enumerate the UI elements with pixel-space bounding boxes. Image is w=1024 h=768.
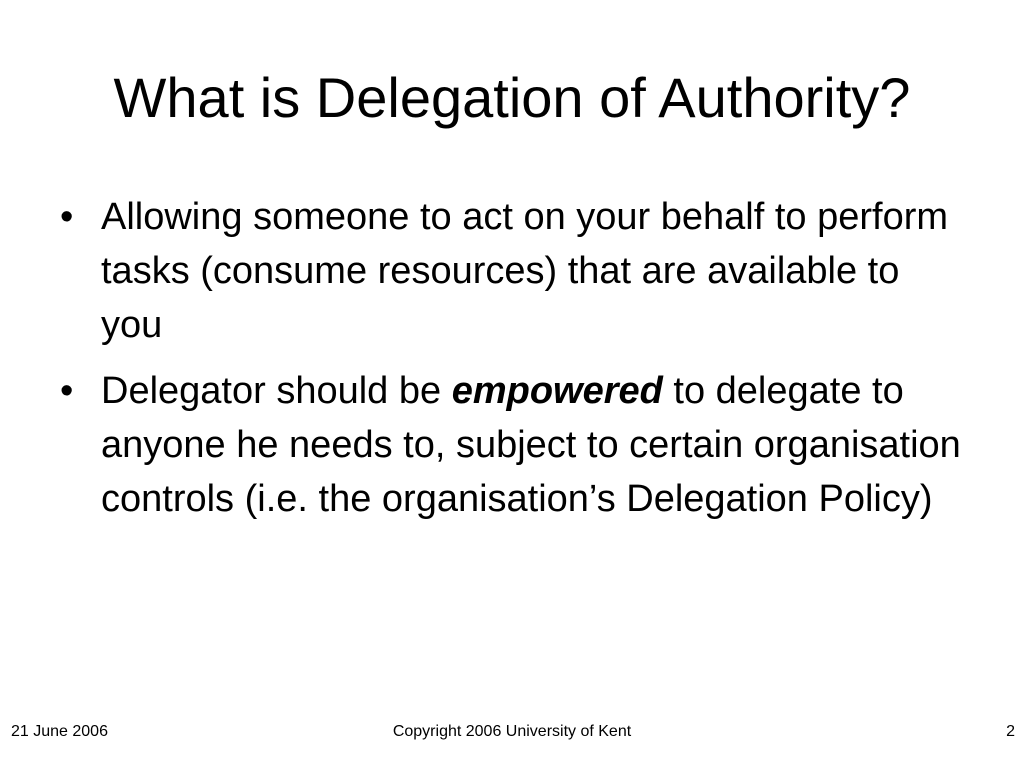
bullet-item [60, 364, 970, 526]
slide-title: What is Delegation of Authority? [113, 66, 911, 129]
bullet-marker: • [60, 196, 74, 238]
bullet-text: Allowing someone to act on your behalf to perform tasks (consume resources) that are available to you [101, 196, 949, 346]
bullet-text-before: Delegator should be [101, 370, 452, 412]
bullet-item [60, 190, 970, 352]
bullet-emphasis: empowered [451, 370, 663, 412]
footer-page-number: 2 [1006, 723, 1015, 740]
bullet-list [60, 190, 970, 538]
footer-date: 21 June 2006 [11, 723, 108, 740]
bullet-marker: • [60, 370, 74, 412]
bullet-text-after: to delegate to anyone he needs to, subject to certain organisation controls (i.e. the organisation’s Delegation Policy) [101, 370, 961, 520]
footer-copyright: Copyright 2006 University of Kent [392, 723, 632, 740]
